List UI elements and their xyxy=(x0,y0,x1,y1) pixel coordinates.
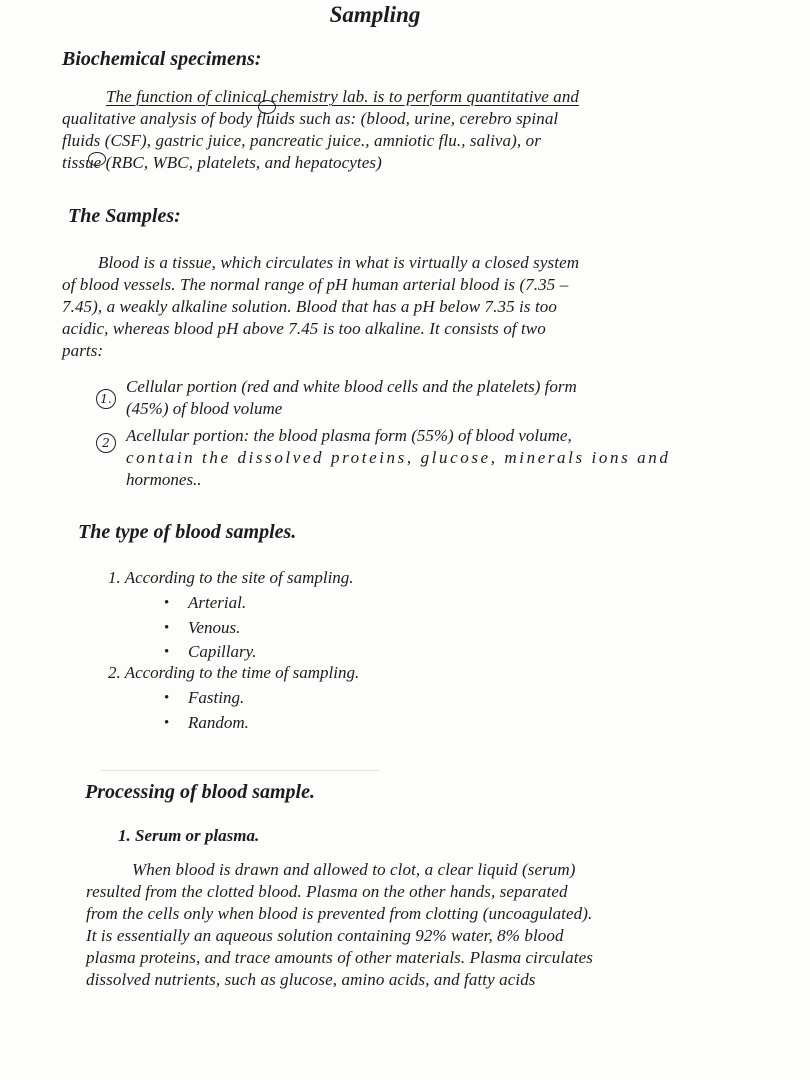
text-line: (45%) of blood volume xyxy=(126,399,283,418)
text-line: dissolved nutrients, such as glucose, amino acids, and fatty acids xyxy=(86,970,536,989)
text-line: of blood vessels. The normal range of pH human arterial blood is (7.35 – xyxy=(62,275,569,294)
text-line: tissue (RBC, WBC, platelets, and hepatocytes) xyxy=(62,153,382,172)
text-line: resulted from the clotted blood. Plasma on the other hands, separated xyxy=(86,882,568,901)
heading-processing-of-blood-sample: Processing of blood sample. xyxy=(85,781,315,803)
part-item-acellular xyxy=(126,425,706,491)
scan-artifact xyxy=(100,770,380,771)
text-line: acidic, whereas blood pH above 7.45 is too alkaline. It consists of two xyxy=(62,319,546,338)
list-group-label: 2. According to the time of sampling. xyxy=(108,663,360,682)
part-item-cellular xyxy=(126,376,706,420)
text-line: Cellular portion (red and white blood cells and the platelets) form xyxy=(126,377,577,396)
processing-paragraph xyxy=(86,859,718,991)
circled-number-2: 2 xyxy=(96,433,116,453)
text-line: hormones.. xyxy=(126,470,202,489)
list-item: • Capillary. xyxy=(188,640,256,664)
page-title: Sampling xyxy=(329,2,421,27)
text-line: The function of clinical chemistry lab. is to perform quantitative and xyxy=(106,87,580,106)
text-line: When blood is drawn and allowed to clot, a clear liquid (serum) xyxy=(132,860,576,879)
heading-type-of-blood-samples: The type of blood samples. xyxy=(78,521,297,543)
text-line: fluids (CSF), gastric juice, pancreatic juice., amniotic flu., saliva), or xyxy=(62,131,541,150)
text-line: It is essentially an aqueous solution containing 92% water, 8% blood xyxy=(86,926,564,945)
list-item: • Arterial. xyxy=(188,591,246,615)
list-item: • Venous. xyxy=(188,616,240,640)
text-line: contain the dissolved proteins, glucose, minerals ions and xyxy=(126,448,671,467)
list-group-label: 1. According to the site of sampling. xyxy=(108,568,354,587)
samples-paragraph xyxy=(62,252,698,362)
text-line: qualitative analysis of body fluids such as: (blood, urine, cerebro spinal xyxy=(62,109,559,128)
biochem-paragraph xyxy=(62,86,692,174)
text-line: 7.45), a weakly alkaline solution. Blood that has a pH below 7.35 is too xyxy=(62,297,557,316)
pen-mark-icon xyxy=(258,100,276,114)
circled-number-1: 1. xyxy=(96,389,116,409)
list-item: • Random. xyxy=(188,711,249,735)
text-line: plasma proteins, and trace amounts of other materials. Plasma circulates xyxy=(86,948,593,967)
pen-mark-icon xyxy=(88,152,106,166)
text-line: Acellular portion: the blood plasma form (55%) of blood volume, xyxy=(126,426,572,445)
list-item: • Fasting. xyxy=(188,686,244,710)
text-line: Blood is a tissue, which circulates in what is virtually a closed system xyxy=(98,253,580,272)
heading-the-samples: The Samples: xyxy=(68,205,181,227)
subheading-serum-or-plasma: 1. Serum or plasma. xyxy=(118,826,260,845)
text-line: from the cells only when blood is prevented from clotting (uncoagulated). xyxy=(86,904,593,923)
heading-biochemical-specimens: Biochemical specimens: xyxy=(62,48,262,70)
text-line: parts: xyxy=(62,341,104,360)
